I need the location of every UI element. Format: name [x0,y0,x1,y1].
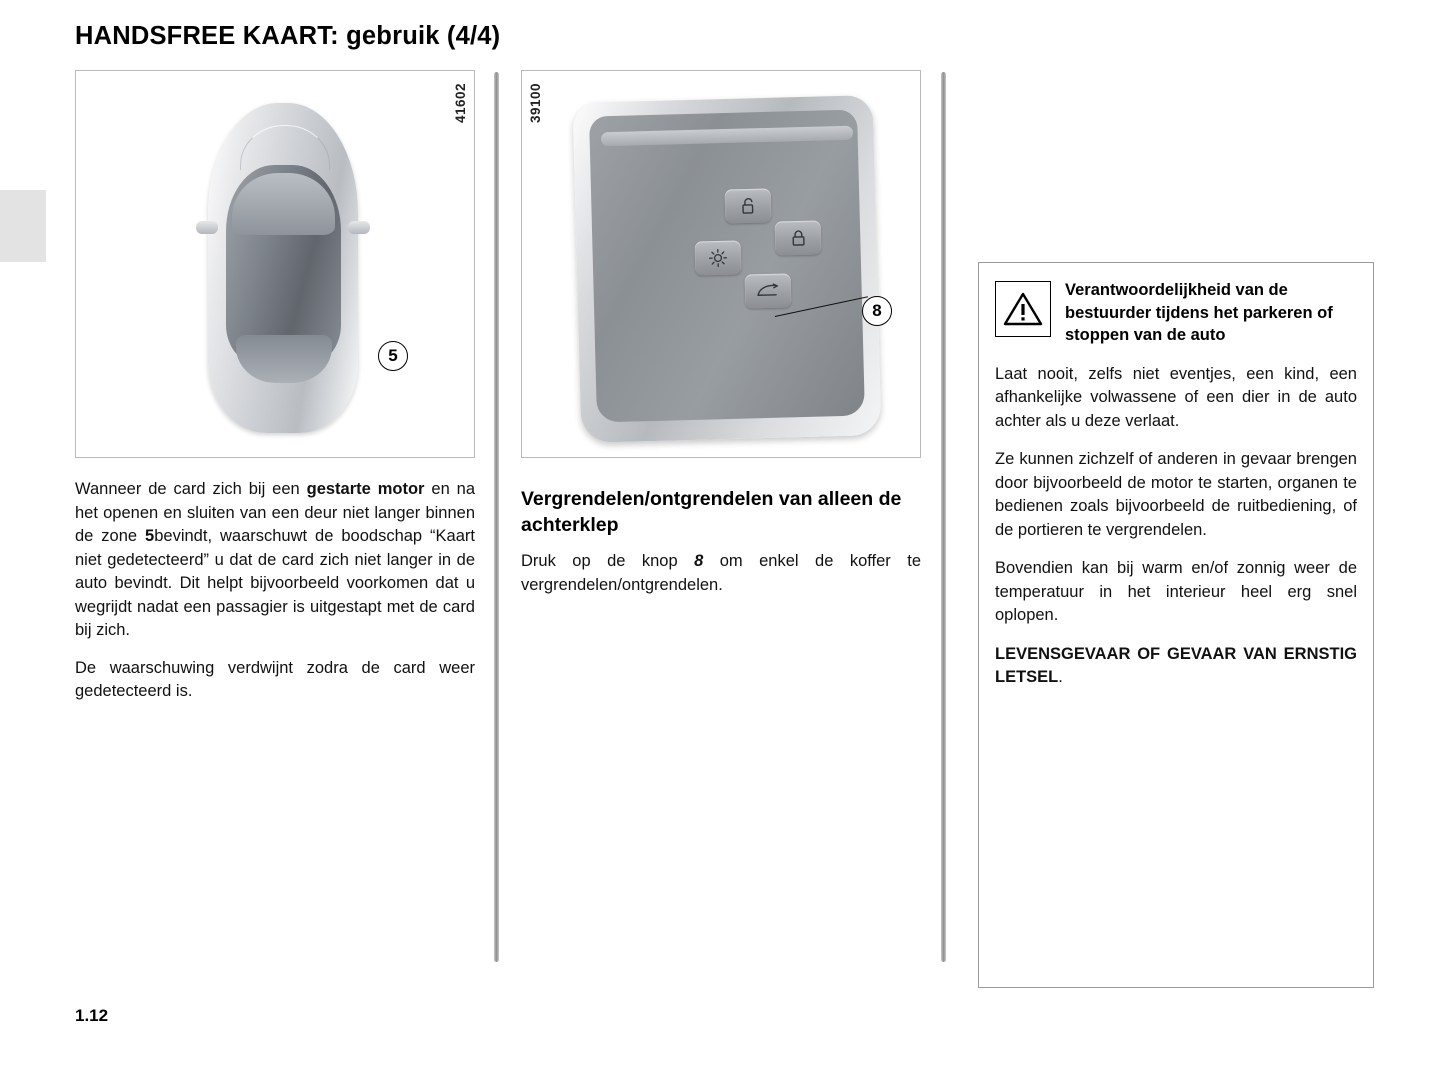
column-divider-2 [941,72,946,962]
paragraph-tailgate [521,550,921,597]
page-number: 1.12 [75,1006,109,1025]
text-run-2: en na het openen en sluiten van een deur niet langer binnen de zone [75,480,476,545]
column-middle [521,70,921,611]
car-mirror-right [348,221,370,234]
keycard-tailgate-button [745,273,792,308]
warning-header [995,279,1357,347]
warning-paragraph-3: Bovendien kan bij warm en/of zonnig weer de temperatuur in het interieur heel erg snel oplopen. [995,559,1357,624]
keycard-lights-button [695,240,742,275]
column-divider-1 [494,72,499,962]
unlock-padlock-icon [740,197,755,215]
column-left-text [75,478,475,718]
text-bold-button-8: 8 [694,552,704,570]
text-run-1: Wanneer de card zich bij een [75,480,307,498]
column-left [75,70,475,458]
warning-triangle-icon [995,281,1051,337]
text-bold-gestarte-motor: gestarte motor [306,480,425,498]
lock-padlock-icon [790,229,805,247]
keycard-illustration [577,99,877,439]
figure-keycard-code: 39100 [528,83,543,124]
headlight-sun-icon [708,248,729,269]
figure-car-code: 41602 [453,83,468,124]
figure-car [75,70,475,458]
warning-title: Verantwoordelijkheid van de bestuurder tijdens het parkeren of stoppen van de auto [1065,281,1333,344]
callout-badge-8: 8 [862,296,892,326]
section-heading-tailgate: Vergrendelen/ontgrendelen van alleen de achterklep [521,488,902,536]
warning-period: . [1058,668,1063,686]
text-bold-zone-5: 5 [145,527,155,545]
column-middle-text [521,486,921,597]
keycard-unlock-button [725,188,772,223]
tailgate-icon [756,283,780,300]
section-edge-tab [0,190,46,262]
warning-paragraph-4 [995,643,1357,690]
warning-paragraph-1: Laat nooit, zelfs niet eventjes, een kind, een afhankelijke volwassene of een dier in de auto achter als u deze verlaat. [995,364,1357,430]
text-run-4: Druk op de knop [521,552,695,570]
car-illustration [196,103,398,433]
warning-paragraph-2: Ze kunnen zichzelf of anderen in gevaar brengen door bijvoorbeeld de motor te starten, organen te bedienen zoals bijvoorbeeld de ruitbediening, of de portieren te vergrendelen. [995,450,1357,539]
paragraph-card-detection [75,478,475,643]
text-run-5: om enkel de koffer te vergrendelen/ontgrendelen. [521,552,921,594]
text-run-3: bevindt, waarschuwt de boodschap “Kaart niet gedetecteerd” u dat de card zich niet langer in de auto bevindt. Dit helpt bijvoorbeeld voorkomen dat u wegrijdt nadat een passagier is uitgestapt met de card bij zich. [75,527,475,639]
car-mirror-left [196,221,218,234]
callout-badge-5: 5 [378,341,408,371]
warning-emphasis: LEVENSGEVAAR OF GEVAAR VAN ERNSTIG LETSEL [995,644,1357,686]
figure-keycard [521,70,921,458]
warning-triangle-glyph [1003,291,1043,327]
paragraph-warning-disappears: De waarschuwing verdwijnt zodra de card weer gedetecteerd is. [75,658,475,700]
keycard-lock-button [775,220,822,255]
warning-box [978,262,1374,988]
page-title: HANDSFREE KAART: gebruik (4/4) [75,22,501,50]
column-right [978,262,1374,988]
